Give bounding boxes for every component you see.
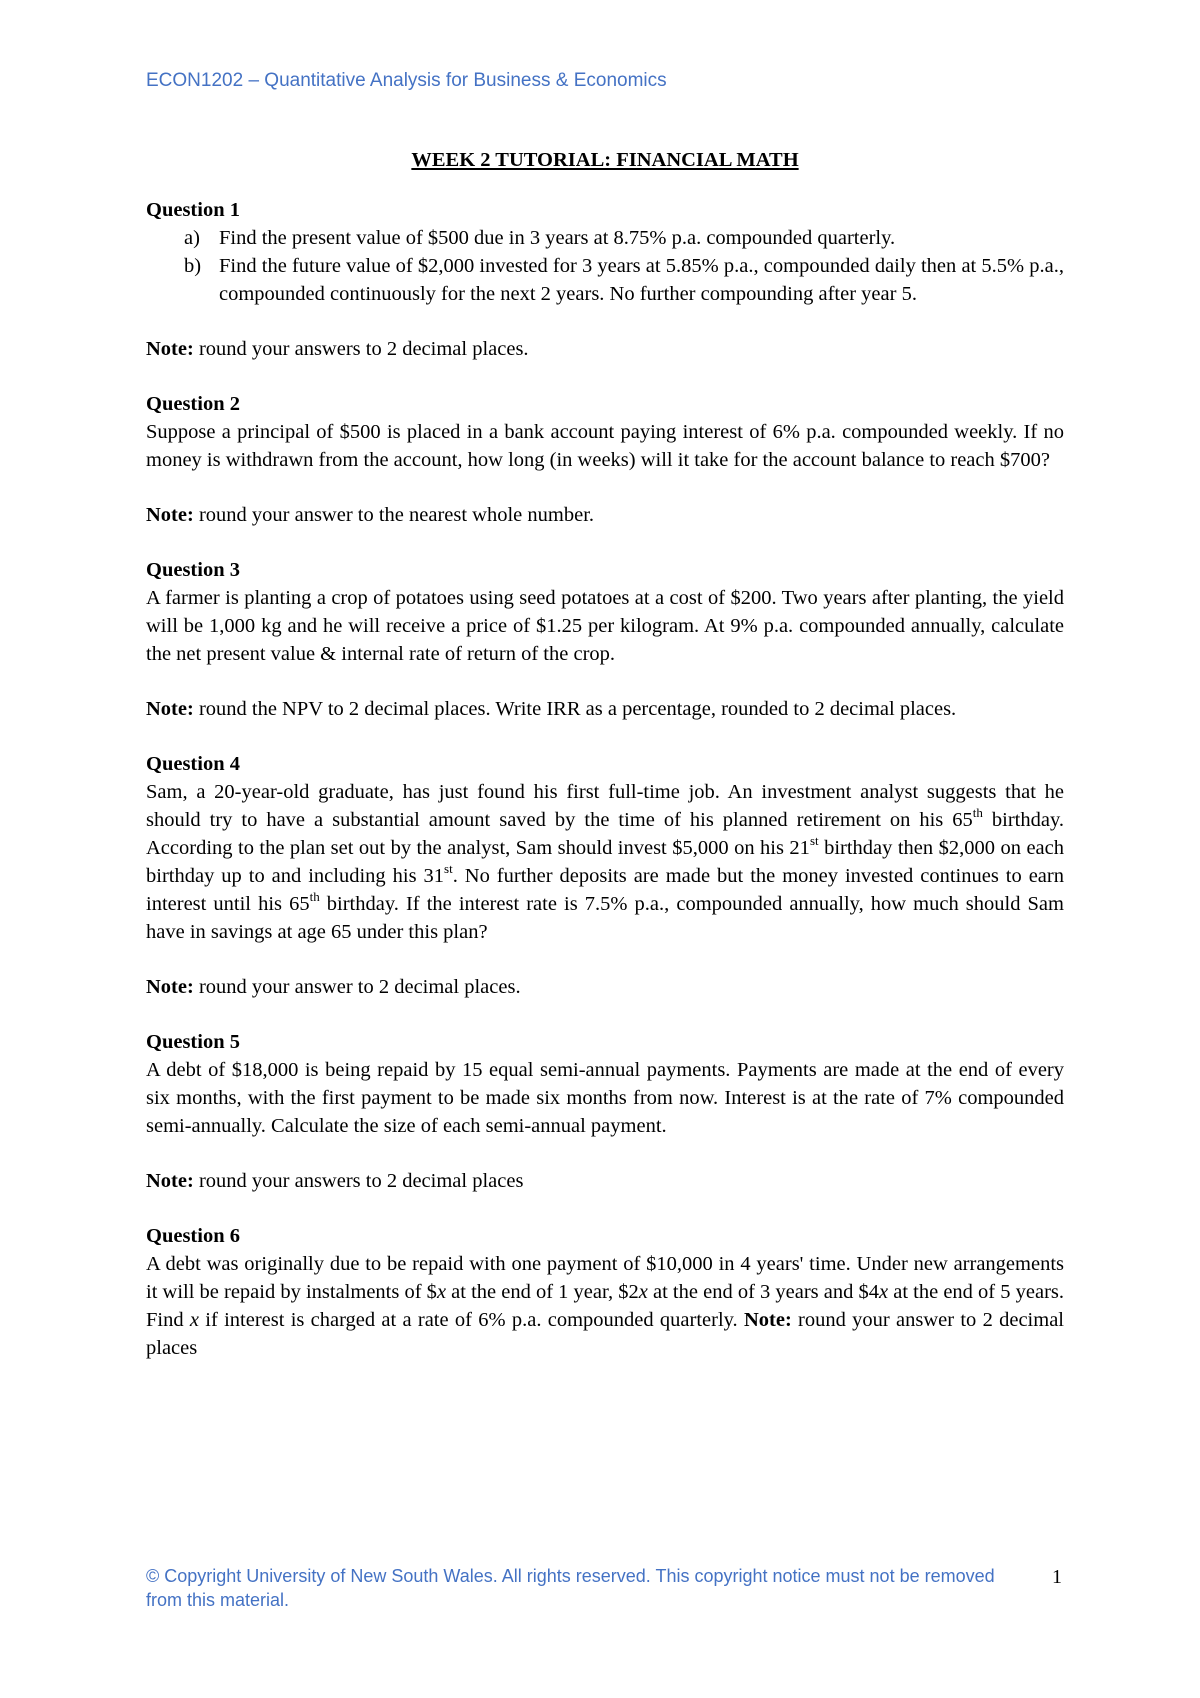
variable-x: x bbox=[638, 1281, 648, 1303]
note-label: Note: bbox=[146, 338, 194, 360]
page-number: 1 bbox=[1052, 1566, 1062, 1588]
text-run: . No further deposits are made but the money invested continues to earn interest until his 65 bbox=[146, 865, 1064, 915]
question-4-note bbox=[146, 973, 1064, 1001]
note-label: Note: bbox=[146, 698, 194, 720]
question-1-part-b bbox=[146, 252, 1064, 308]
note-label: Note: bbox=[743, 1309, 792, 1331]
variable-x: x bbox=[879, 1281, 889, 1303]
text-run: at the end of 3 years and $4 bbox=[647, 1281, 879, 1303]
question-1 bbox=[146, 196, 1064, 363]
superscript: th bbox=[309, 889, 320, 905]
text-run: birthday. If the interest rate is 7.5% p.a., compounded annually, how much should Sam have in savings at age 65 under this plan? bbox=[146, 893, 1064, 943]
text-run: birthday then $2,000 on each birthday up to and including his 31 bbox=[146, 837, 1064, 887]
question-1-heading: Question 1 bbox=[146, 199, 240, 221]
question-3-note bbox=[146, 695, 1064, 723]
question-6 bbox=[146, 1222, 1064, 1362]
question-3 bbox=[146, 556, 1064, 723]
question-3-heading: Question 3 bbox=[146, 559, 240, 581]
question-2-heading: Question 2 bbox=[146, 393, 240, 415]
question-4-text bbox=[146, 778, 1064, 946]
page-title: WEEK 2 TUTORIAL: FINANCIAL MATH bbox=[411, 149, 799, 171]
text-run: if interest is charged at a rate of 6% p.a. compounded quarterly. bbox=[199, 1309, 744, 1331]
note-label: Note: bbox=[146, 976, 194, 998]
text-run: Sam, a 20-year-old graduate, has just found his first full-time job. An investment analyst suggests that he should try to have a substantial amount saved by the time of his planned retirement on his 65 bbox=[146, 781, 1064, 831]
note-label: Note: bbox=[146, 504, 194, 526]
superscript: st bbox=[809, 833, 819, 849]
question-2-note bbox=[146, 501, 1064, 529]
note-text: round your answers to 2 decimal places bbox=[193, 1170, 524, 1192]
question-2-text: Suppose a principal of $500 is placed in a bank account paying interest of 6% p.a. compounded weekly. If no money is withdrawn from the account, how long (in weeks) will it take for the account balance to reach $700? bbox=[146, 421, 1064, 471]
question-1-part-a bbox=[146, 224, 1064, 252]
copyright-notice: © Copyright University of New South Wales. All rights reserved. This copyright notice must not be removed from this material. bbox=[146, 1566, 995, 1610]
variable-x: x bbox=[189, 1309, 199, 1331]
note-text: round your answer to the nearest whole number. bbox=[193, 504, 595, 526]
question-3-text: A farmer is planting a crop of potatoes using seed potatoes at a cost of $200. Two years after planting, the yield will be 1,000 kg and he will receive a price of $1.25 per kilogram. At 9% p.a. compounded annually, calculate the net present value & internal rate of return of the crop. bbox=[146, 587, 1064, 665]
question-1-note bbox=[146, 335, 1064, 363]
note-text: round your answer to 2 decimal places. bbox=[193, 976, 521, 998]
superscript: th bbox=[972, 805, 983, 821]
question-5-text: A debt of $18,000 is being repaid by 15 equal semi-annual payments. Payments are made at the end of every six months, with the first payment to be made six months from now. Interest is at the rate of 7% compounded semi-annually. Calculate the size of each semi-annual payment. bbox=[146, 1059, 1064, 1137]
part-a-text: Find the present value of $500 due in 3 years at 8.75% p.a. compounded quarterly. bbox=[219, 227, 896, 249]
text-run: A debt was originally due to be repaid with one payment of $10,000 in 4 years' time. Under new arrangements it will be repaid by instalments of $ bbox=[146, 1253, 1064, 1303]
question-6-heading: Question 6 bbox=[146, 1225, 240, 1247]
page-header: ECON1202 – Quantitative Analysis for Business & Economics bbox=[146, 70, 667, 91]
variable-x: x bbox=[436, 1281, 447, 1303]
note-text: round your answer to 2 decimal places bbox=[146, 1309, 1064, 1359]
part-b-text: Find the future value of $2,000 invested for 3 years at 5.85% p.a., compounded daily then at 5.5% p.a., compounded continuously for the next 2 years. No further compounding after year 5. bbox=[219, 255, 1064, 305]
note-text: round the NPV to 2 decimal places. Write IRR as a percentage, rounded to 2 decimal places. bbox=[193, 698, 957, 720]
text-run: at the end of 5 years. Find bbox=[146, 1281, 1065, 1331]
document-body bbox=[146, 146, 1064, 1362]
part-a-marker: a) bbox=[184, 227, 200, 249]
note-text: round your answers to 2 decimal places. bbox=[193, 338, 529, 360]
text-run: birthday. According to the plan set out by the analyst, Sam should invest $5,000 on his 21 bbox=[146, 809, 1064, 859]
question-4-heading: Question 4 bbox=[146, 753, 240, 775]
question-6-text bbox=[146, 1250, 1064, 1362]
question-5 bbox=[146, 1028, 1064, 1195]
question-2 bbox=[146, 390, 1064, 529]
question-1-parts bbox=[146, 224, 1064, 308]
question-5-note bbox=[146, 1167, 1064, 1195]
text-run: at the end of 1 year, $2 bbox=[446, 1281, 639, 1303]
note-label: Note: bbox=[146, 1170, 194, 1192]
question-5-heading: Question 5 bbox=[146, 1031, 240, 1053]
part-b-marker: b) bbox=[184, 255, 202, 277]
question-4 bbox=[146, 750, 1064, 1001]
superscript: st bbox=[444, 861, 453, 877]
